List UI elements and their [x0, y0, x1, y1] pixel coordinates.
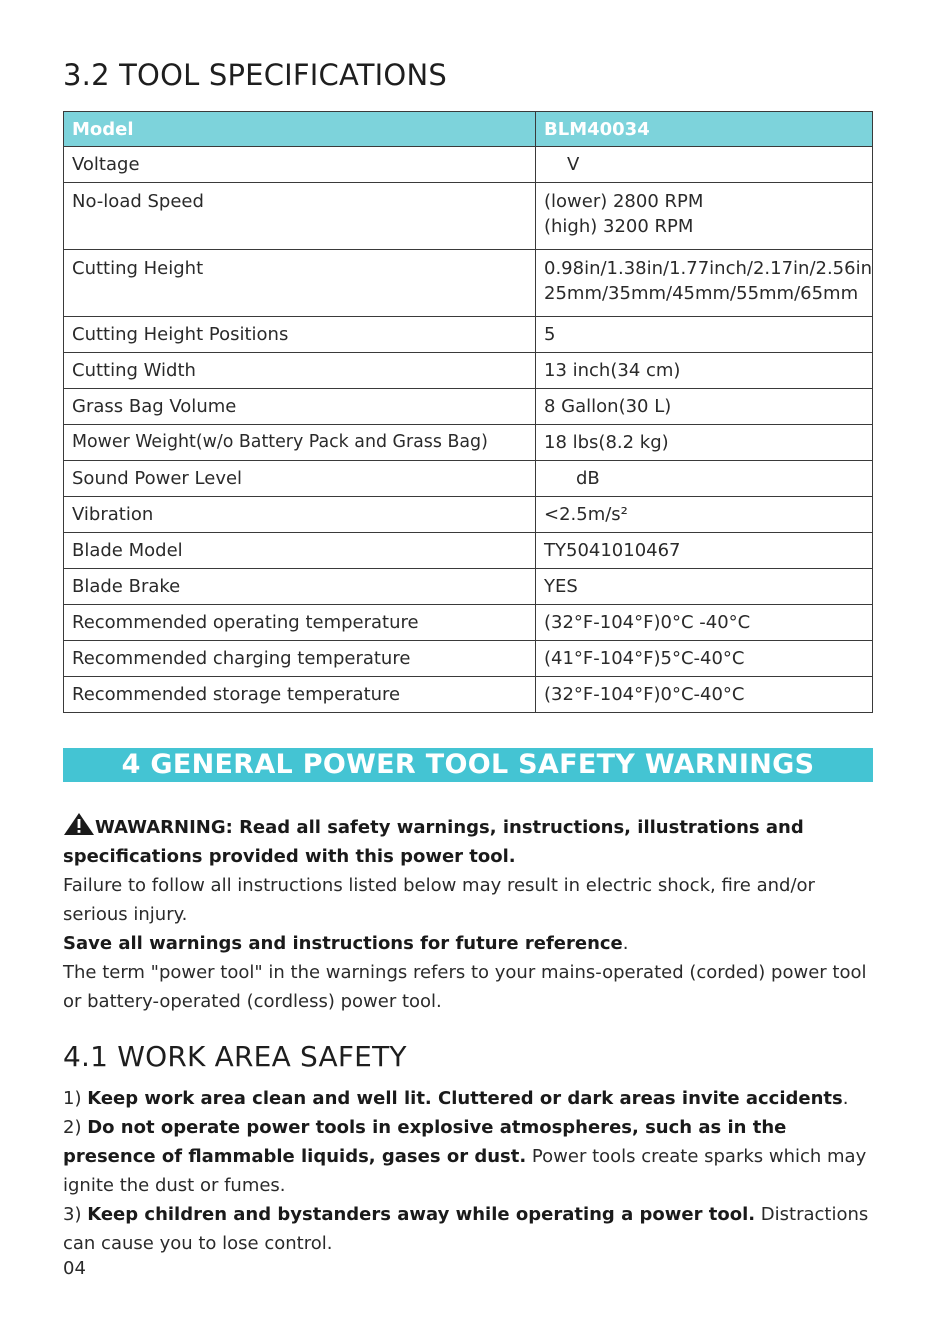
row-label: Vibration — [64, 497, 536, 533]
row-value: V — [536, 147, 873, 183]
row-value: 5 — [536, 317, 873, 353]
table-row — [64, 569, 873, 605]
row-value: (32°F-104°F)0°C -40°C — [536, 605, 873, 641]
row-label: Grass Bag Volume — [64, 389, 536, 425]
row-label: Cutting Width — [64, 353, 536, 389]
warning-text: Failure to follow all instructions listed below may result in electric shock, fire and/or serious injury. — [63, 875, 815, 925]
table-row — [64, 641, 873, 677]
table-row — [64, 183, 873, 250]
power-tool-definition: The term "power tool" in the warnings refers to your mains-operated (corded) power tool or battery-operated (cordless) power tool. — [63, 962, 867, 1012]
row-label: Blade Brake — [64, 569, 536, 605]
table-row — [64, 497, 873, 533]
table-row — [64, 677, 873, 713]
table-row — [64, 461, 873, 497]
row-label: Recommended operating temperature — [64, 605, 536, 641]
spec-table-header — [64, 112, 873, 147]
table-row — [64, 317, 873, 353]
list-item: 1) Keep work area clean and well lit. Cluttered or dark areas invite accidents. — [63, 1088, 849, 1109]
row-label: Cutting Height Positions — [64, 317, 536, 353]
header-value: BLM40034 — [536, 112, 873, 147]
row-label: Recommended charging temperature — [64, 641, 536, 677]
warning-heading: WAWARNING: Read all safety warnings, instructions, illustrations and specifications provided with this power tool. — [63, 817, 804, 867]
table-row — [64, 250, 873, 317]
table-row — [64, 147, 873, 183]
header-label: Model — [64, 112, 536, 147]
row-label: Cutting Height — [64, 250, 536, 317]
row-value: <2.5m/s² — [536, 497, 873, 533]
row-label: Recommended storage temperature — [64, 677, 536, 713]
row-value: 8 Gallon(30 L) — [536, 389, 873, 425]
row-label: Blade Model — [64, 533, 536, 569]
spec-table — [63, 111, 873, 713]
row-value: TY5041010467 — [536, 533, 873, 569]
safety-warnings-banner: 4 GENERAL POWER TOOL SAFETY WARNINGS — [63, 748, 873, 782]
row-value: (32°F-104°F)0°C-40°C — [536, 677, 873, 713]
table-row — [64, 389, 873, 425]
row-label: Sound Power Level — [64, 461, 536, 497]
table-row — [64, 533, 873, 569]
row-value: 18 lbs(8.2 kg) — [536, 425, 873, 461]
row-label: Mower Weight(w/o Battery Pack and Grass Bag) — [64, 425, 536, 461]
row-value: (41°F-104°F)5°C-40°C — [536, 641, 873, 677]
row-value: (lower) 2800 RPM (high) 3200 RPM — [536, 183, 873, 250]
table-row — [64, 353, 873, 389]
row-value: 13 inch(34 cm) — [536, 353, 873, 389]
row-value: YES — [536, 569, 873, 605]
row-label: No-load Speed — [64, 183, 536, 250]
row-label: Voltage — [64, 147, 536, 183]
table-row — [64, 605, 873, 641]
list-item: 3) Keep children and bystanders away while operating a power tool. Distractions can cause you to lose control. — [63, 1204, 869, 1254]
table-row — [64, 425, 873, 461]
page-number: 04 — [63, 1258, 86, 1279]
row-value: dB — [536, 461, 873, 497]
work-area-list — [63, 1084, 875, 1258]
list-item: 2) Do not operate power tools in explosive atmospheres, such as in the presence of flammable liquids, gases or dust. Power tools create sparks which may ignite the dust or fumes. — [63, 1117, 867, 1196]
row-value: 0.98in/1.38in/1.77inch/2.17in/2.56in 25mm/35mm/45mm/55mm/65mm — [536, 250, 873, 317]
spec-section-title: 3.2 TOOL SPECIFICATIONS — [63, 58, 447, 92]
warning-triangle-icon — [63, 812, 95, 836]
work-area-title: 4.1 WORK AREA SAFETY — [63, 1040, 407, 1073]
save-instructions-heading: Save all warnings and instructions for future reference — [63, 933, 623, 954]
warning-paragraph: WAWARNING: Read all safety warnings, instructions, illustrations and specifications provided with this power tool. Failure to follow all instructions listed below may result in electric shock, fire and/or serious injury. Save all warnings and instructions for future reference. The term "power tool" in the warnings refers to your mains-operated (corded) power tool or battery-operated (cordless) power tool. — [63, 812, 875, 1016]
